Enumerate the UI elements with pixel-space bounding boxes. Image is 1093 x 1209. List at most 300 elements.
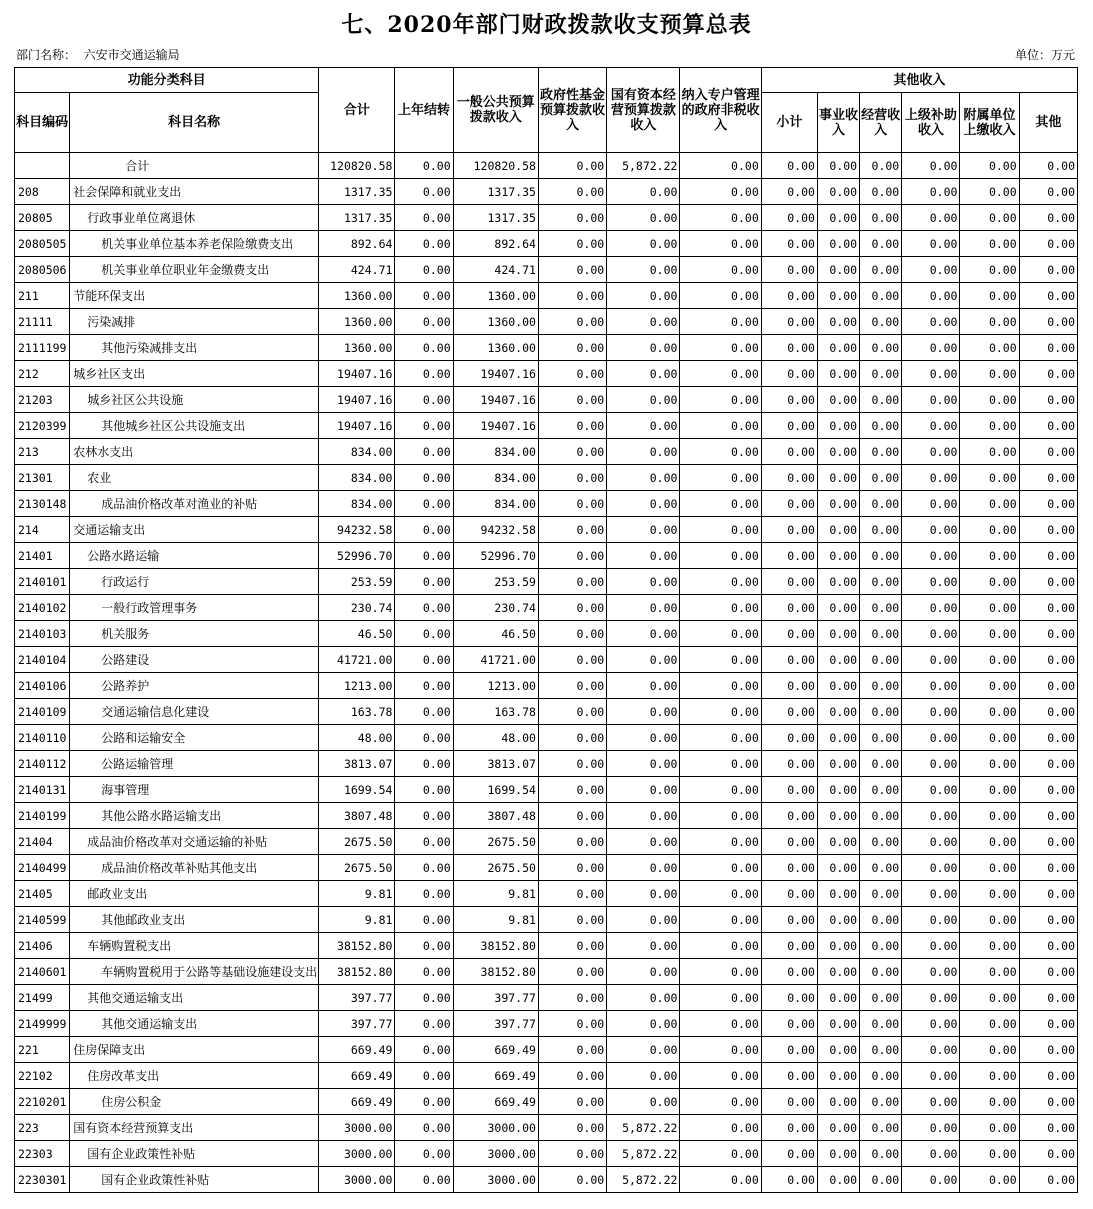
row-carryover: 0.00 [395,1037,453,1063]
row-superior-subsidy: 0.00 [902,517,960,543]
row-general-budget: 19407.16 [453,387,538,413]
row-total: 38152.80 [319,959,395,985]
row-superior-subsidy: 0.00 [902,1167,960,1193]
row-general-budget: 19407.16 [453,361,538,387]
row-code: 21405 [15,881,70,907]
row-special-account: 0.00 [680,803,761,829]
row-name: 车辆购置税支出 [70,933,319,959]
row-other: 0.00 [1019,621,1077,647]
row-special-account: 0.00 [680,933,761,959]
row-special-account: 0.00 [680,517,761,543]
row-state-capital: 0.00 [607,725,680,751]
row-superior-subsidy: 0.00 [902,1089,960,1115]
row-other: 0.00 [1019,751,1077,777]
row-other: 0.00 [1019,205,1077,231]
row-other: 0.00 [1019,569,1077,595]
row-general-budget: 1213.00 [453,673,538,699]
row-operating-income: 0.00 [860,621,902,647]
row-special-account: 0.00 [680,361,761,387]
row-business-income: 0.00 [817,257,859,283]
row-subtotal: 0.00 [761,439,817,465]
row-subtotal: 0.00 [761,933,817,959]
row-affiliated-income: 0.00 [960,1063,1019,1089]
table-row [15,855,1078,881]
row-code: 2140601 [15,959,70,985]
row-name: 农林水支出 [70,439,319,465]
row-operating-income: 0.00 [860,1167,902,1193]
row-superior-subsidy: 0.00 [902,361,960,387]
row-general-budget: 2675.50 [453,855,538,881]
row-name: 机关服务 [70,621,319,647]
row-code: 21111 [15,309,70,335]
row-total: 2675.50 [319,855,395,881]
row-affiliated-income: 0.00 [960,569,1019,595]
row-carryover: 0.00 [395,673,453,699]
row-business-income: 0.00 [817,569,859,595]
row-operating-income: 0.00 [860,335,902,361]
row-other: 0.00 [1019,231,1077,257]
department-name: 六安市交通运输局 [83,48,180,62]
row-superior-subsidy: 0.00 [902,595,960,621]
row-affiliated-income: 0.00 [960,777,1019,803]
row-other: 0.00 [1019,179,1077,205]
row-other: 0.00 [1019,517,1077,543]
row-special-account: 0.00 [680,751,761,777]
row-operating-income: 0.00 [860,959,902,985]
row-state-capital: 0.00 [607,907,680,933]
row-state-capital: 0.00 [607,309,680,335]
row-state-capital: 0.00 [607,543,680,569]
row-state-capital: 0.00 [607,751,680,777]
row-business-income: 0.00 [817,751,859,777]
row-other: 0.00 [1019,413,1077,439]
row-superior-subsidy: 0.00 [902,647,960,673]
row-affiliated-income: 0.00 [960,1037,1019,1063]
row-fund-budget: 0.00 [538,257,606,283]
row-total: 834.00 [319,439,395,465]
row-other: 0.00 [1019,673,1077,699]
row-special-account: 0.00 [680,855,761,881]
row-superior-subsidy: 0.00 [902,699,960,725]
row-code: 2140199 [15,803,70,829]
row-total: 9.81 [319,881,395,907]
row-affiliated-income: 0.00 [960,855,1019,881]
row-carryover: 0.00 [395,907,453,933]
row-code: 2080506 [15,257,70,283]
row-code: 20805 [15,205,70,231]
row-fund-budget: 0.00 [538,777,606,803]
row-subtotal: 0.00 [761,153,817,179]
row-business-income: 0.00 [817,283,859,309]
row-other: 0.00 [1019,283,1077,309]
row-name: 其他污染减排支出 [70,335,319,361]
row-business-income: 0.00 [817,413,859,439]
row-special-account: 0.00 [680,1037,761,1063]
row-operating-income: 0.00 [860,777,902,803]
row-affiliated-income: 0.00 [960,621,1019,647]
row-affiliated-income: 0.00 [960,491,1019,517]
row-general-budget: 38152.80 [453,933,538,959]
table-row [15,829,1078,855]
row-fund-budget: 0.00 [538,543,606,569]
row-fund-budget: 0.00 [538,751,606,777]
row-subtotal: 0.00 [761,725,817,751]
table-row [15,335,1078,361]
row-other: 0.00 [1019,907,1077,933]
row-name: 行政运行 [70,569,319,595]
row-other: 0.00 [1019,1037,1077,1063]
row-carryover: 0.00 [395,335,453,361]
row-affiliated-income: 0.00 [960,725,1019,751]
row-business-income: 0.00 [817,777,859,803]
row-special-account: 0.00 [680,621,761,647]
row-code: 2120399 [15,413,70,439]
row-total: 2675.50 [319,829,395,855]
row-affiliated-income: 0.00 [960,257,1019,283]
table-row [15,673,1078,699]
row-subtotal: 0.00 [761,257,817,283]
row-fund-budget: 0.00 [538,361,606,387]
row-total: 3000.00 [319,1115,395,1141]
row-fund-budget: 0.00 [538,309,606,335]
row-operating-income: 0.00 [860,699,902,725]
row-name: 公路水路运输 [70,543,319,569]
row-affiliated-income: 0.00 [960,387,1019,413]
row-state-capital: 0.00 [607,777,680,803]
row-special-account: 0.00 [680,491,761,517]
row-superior-subsidy: 0.00 [902,725,960,751]
row-general-budget: 120820.58 [453,153,538,179]
row-total: 397.77 [319,985,395,1011]
row-superior-subsidy: 0.00 [902,1141,960,1167]
row-fund-budget: 0.00 [538,205,606,231]
row-other: 0.00 [1019,1063,1077,1089]
row-fund-budget: 0.00 [538,673,606,699]
row-superior-subsidy: 0.00 [902,569,960,595]
row-special-account: 0.00 [680,179,761,205]
row-special-account: 0.00 [680,1141,761,1167]
row-business-income: 0.00 [817,829,859,855]
row-business-income: 0.00 [817,205,859,231]
row-business-income: 0.00 [817,621,859,647]
row-general-budget: 9.81 [453,881,538,907]
row-general-budget: 46.50 [453,621,538,647]
row-total: 892.64 [319,231,395,257]
row-fund-budget: 0.00 [538,491,606,517]
row-general-budget: 163.78 [453,699,538,725]
row-special-account: 0.00 [680,283,761,309]
row-special-account: 0.00 [680,231,761,257]
row-state-capital: 0.00 [607,413,680,439]
row-operating-income: 0.00 [860,517,902,543]
header-name: 科目名称 [70,93,319,153]
row-name: 住房公积金 [70,1089,319,1115]
row-superior-subsidy: 0.00 [902,543,960,569]
row-name: 其他城乡社区公共设施支出 [70,413,319,439]
row-affiliated-income: 0.00 [960,231,1019,257]
table-row [15,205,1078,231]
row-state-capital: 0.00 [607,517,680,543]
row-name: 其他交通运输支出 [70,985,319,1011]
row-operating-income: 0.00 [860,179,902,205]
row-operating-income: 0.00 [860,751,902,777]
row-special-account: 0.00 [680,569,761,595]
row-fund-budget: 0.00 [538,803,606,829]
row-subtotal: 0.00 [761,803,817,829]
row-carryover: 0.00 [395,179,453,205]
row-superior-subsidy: 0.00 [902,309,960,335]
row-carryover: 0.00 [395,829,453,855]
row-superior-subsidy: 0.00 [902,933,960,959]
row-code: 211 [15,283,70,309]
row-other: 0.00 [1019,647,1077,673]
row-total: 1317.35 [319,179,395,205]
row-general-budget: 3000.00 [453,1115,538,1141]
row-special-account: 0.00 [680,985,761,1011]
row-affiliated-income: 0.00 [960,647,1019,673]
row-subtotal: 0.00 [761,283,817,309]
row-name: 其他邮政业支出 [70,907,319,933]
row-code: 2140104 [15,647,70,673]
row-code: 2149999 [15,1011,70,1037]
row-fund-budget: 0.00 [538,413,606,439]
row-state-capital: 5,872.22 [607,1115,680,1141]
row-general-budget: 38152.80 [453,959,538,985]
row-name: 海事管理 [70,777,319,803]
table-row [15,777,1078,803]
row-other: 0.00 [1019,1141,1077,1167]
row-carryover: 0.00 [395,595,453,621]
row-state-capital: 0.00 [607,803,680,829]
row-total: 19407.16 [319,413,395,439]
row-subtotal: 0.00 [761,595,817,621]
row-other: 0.00 [1019,1115,1077,1141]
row-general-budget: 1317.35 [453,179,538,205]
row-total: 3807.48 [319,803,395,829]
row-superior-subsidy: 0.00 [902,1115,960,1141]
row-code: 2210201 [15,1089,70,1115]
row-affiliated-income: 0.00 [960,309,1019,335]
row-special-account: 0.00 [680,647,761,673]
row-operating-income: 0.00 [860,673,902,699]
row-name: 机关事业单位基本养老保险缴费支出 [70,231,319,257]
row-state-capital: 0.00 [607,387,680,413]
row-code: 2130148 [15,491,70,517]
row-operating-income: 0.00 [860,855,902,881]
row-carryover: 0.00 [395,543,453,569]
row-subtotal: 0.00 [761,309,817,335]
table-row [15,1115,1078,1141]
row-code: 2140109 [15,699,70,725]
table-row [15,933,1078,959]
row-general-budget: 1360.00 [453,335,538,361]
header-special-account: 纳入专户管理的政府非税收入 [680,68,761,153]
row-operating-income: 0.00 [860,309,902,335]
row-other: 0.00 [1019,933,1077,959]
row-subtotal: 0.00 [761,1063,817,1089]
row-code: 214 [15,517,70,543]
row-name: 社会保障和就业支出 [70,179,319,205]
row-superior-subsidy: 0.00 [902,257,960,283]
row-total: 834.00 [319,465,395,491]
row-operating-income: 0.00 [860,1063,902,1089]
row-subtotal: 0.00 [761,985,817,1011]
row-general-budget: 397.77 [453,1011,538,1037]
row-special-account: 0.00 [680,699,761,725]
row-total: 94232.58 [319,517,395,543]
row-subtotal: 0.00 [761,829,817,855]
row-business-income: 0.00 [817,231,859,257]
table-row [15,257,1078,283]
department-label: 部门名称： [16,48,77,62]
row-code: 2140131 [15,777,70,803]
row-general-budget: 94232.58 [453,517,538,543]
row-total: 3813.07 [319,751,395,777]
row-subtotal: 0.00 [761,1037,817,1063]
row-affiliated-income: 0.00 [960,959,1019,985]
row-general-budget: 1699.54 [453,777,538,803]
row-other: 0.00 [1019,881,1077,907]
row-other: 0.00 [1019,985,1077,1011]
row-operating-income: 0.00 [860,829,902,855]
row-general-budget: 3813.07 [453,751,538,777]
row-operating-income: 0.00 [860,413,902,439]
row-affiliated-income: 0.00 [960,439,1019,465]
row-fund-budget: 0.00 [538,439,606,465]
row-subtotal: 0.00 [761,569,817,595]
row-business-income: 0.00 [817,465,859,491]
row-general-budget: 19407.16 [453,413,538,439]
row-general-budget: 2675.50 [453,829,538,855]
row-fund-budget: 0.00 [538,621,606,647]
row-name: 公路养护 [70,673,319,699]
row-business-income: 0.00 [817,517,859,543]
row-special-account: 0.00 [680,1089,761,1115]
row-operating-income: 0.00 [860,803,902,829]
row-subtotal: 0.00 [761,179,817,205]
row-other: 0.00 [1019,803,1077,829]
header-business-income: 事业收入 [817,93,859,153]
row-name: 住房改革支出 [70,1063,319,1089]
row-affiliated-income: 0.00 [960,517,1019,543]
row-business-income: 0.00 [817,907,859,933]
row-carryover: 0.00 [395,153,453,179]
row-business-income: 0.00 [817,387,859,413]
row-fund-budget: 0.00 [538,1167,606,1193]
row-state-capital: 0.00 [607,1037,680,1063]
row-special-account: 0.00 [680,1063,761,1089]
row-special-account: 0.00 [680,335,761,361]
row-operating-income: 0.00 [860,725,902,751]
row-carryover: 0.00 [395,283,453,309]
row-affiliated-income: 0.00 [960,803,1019,829]
row-subtotal: 0.00 [761,361,817,387]
row-superior-subsidy: 0.00 [902,1037,960,1063]
row-total: 38152.80 [319,933,395,959]
row-subtotal: 0.00 [761,231,817,257]
row-state-capital: 0.00 [607,257,680,283]
row-special-account: 0.00 [680,959,761,985]
row-other: 0.00 [1019,777,1077,803]
row-fund-budget: 0.00 [538,517,606,543]
row-affiliated-income: 0.00 [960,153,1019,179]
row-operating-income: 0.00 [860,647,902,673]
row-subtotal: 0.00 [761,777,817,803]
row-code: 2140106 [15,673,70,699]
row-state-capital: 0.00 [607,595,680,621]
row-code: 223 [15,1115,70,1141]
row-general-budget: 9.81 [453,907,538,933]
row-special-account: 0.00 [680,595,761,621]
row-code: 21406 [15,933,70,959]
row-carryover: 0.00 [395,1141,453,1167]
row-name: 机关事业单位职业年金缴费支出 [70,257,319,283]
row-total: 3000.00 [319,1141,395,1167]
row-carryover: 0.00 [395,881,453,907]
row-state-capital: 0.00 [607,985,680,1011]
row-business-income: 0.00 [817,1011,859,1037]
row-operating-income: 0.00 [860,543,902,569]
row-affiliated-income: 0.00 [960,881,1019,907]
row-special-account: 0.00 [680,439,761,465]
row-total: 19407.16 [319,387,395,413]
table-row [15,179,1078,205]
row-fund-budget: 0.00 [538,231,606,257]
row-affiliated-income: 0.00 [960,1089,1019,1115]
table-row [15,309,1078,335]
row-special-account: 0.00 [680,153,761,179]
row-other: 0.00 [1019,1167,1077,1193]
row-name: 一般行政管理事务 [70,595,319,621]
row-state-capital: 0.00 [607,933,680,959]
header-fund-budget: 政府性基金预算拨款收入 [538,68,606,153]
row-special-account: 0.00 [680,907,761,933]
row-special-account: 0.00 [680,1115,761,1141]
header-carryover: 上年结转 [395,68,453,153]
row-code: 2140599 [15,907,70,933]
row-state-capital: 0.00 [607,231,680,257]
row-code: 2140101 [15,569,70,595]
row-state-capital: 5,872.22 [607,153,680,179]
row-name: 城乡社区公共设施 [70,387,319,413]
table-row [15,1167,1078,1193]
row-fund-budget: 0.00 [538,569,606,595]
row-superior-subsidy: 0.00 [902,231,960,257]
row-subtotal: 0.00 [761,959,817,985]
table-row [15,231,1078,257]
row-other: 0.00 [1019,725,1077,751]
row-total: 52996.70 [319,543,395,569]
row-name: 节能环保支出 [70,283,319,309]
row-name: 合计 [70,153,319,179]
row-superior-subsidy: 0.00 [902,855,960,881]
row-carryover: 0.00 [395,621,453,647]
row-state-capital: 0.00 [607,1089,680,1115]
row-fund-budget: 0.00 [538,387,606,413]
row-operating-income: 0.00 [860,1115,902,1141]
row-affiliated-income: 0.00 [960,283,1019,309]
row-code: 212 [15,361,70,387]
row-subtotal: 0.00 [761,1115,817,1141]
row-other: 0.00 [1019,595,1077,621]
row-code: 221 [15,1037,70,1063]
row-general-budget: 669.49 [453,1063,538,1089]
row-name: 交通运输支出 [70,517,319,543]
row-superior-subsidy: 0.00 [902,465,960,491]
row-subtotal: 0.00 [761,855,817,881]
page-title: 七、2020年部门财政拨款收支预算总表 [341,12,752,38]
row-general-budget: 1360.00 [453,283,538,309]
